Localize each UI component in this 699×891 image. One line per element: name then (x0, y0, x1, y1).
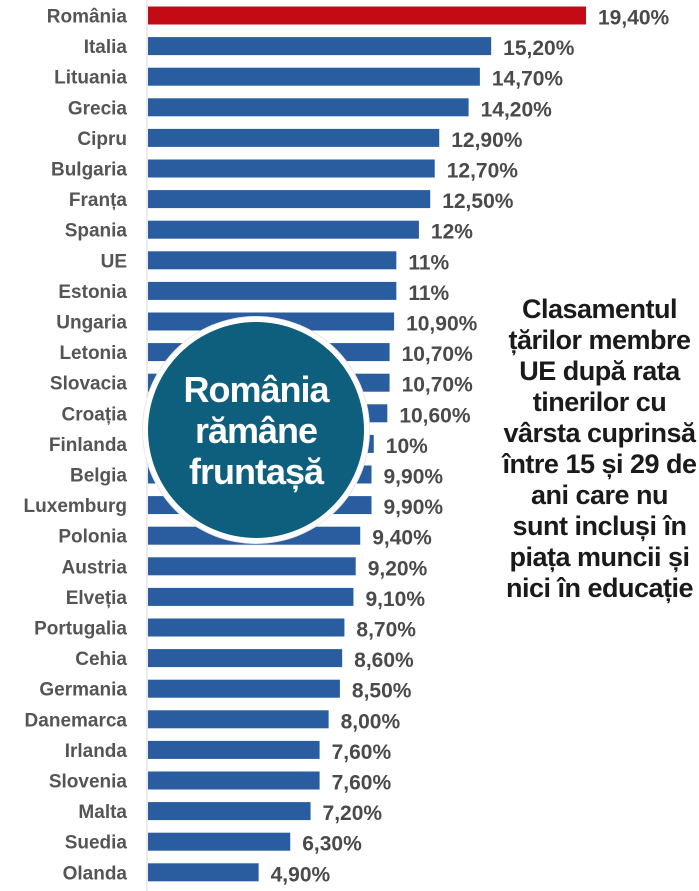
category-label-franta: Franța (68, 190, 127, 212)
value-label-belgia: 9,90% (383, 465, 444, 489)
value-label-danemarca: 8,00% (340, 710, 401, 734)
category-label-ungaria: Ungaria (56, 312, 127, 334)
value-label-cipru: 12,90% (451, 128, 523, 152)
value-label-finlanda: 10% (385, 434, 428, 458)
bar-slovenia (148, 772, 320, 790)
category-label-portugalia: Portugalia (34, 618, 127, 640)
bar-malta (148, 802, 311, 820)
category-label-grecia: Grecia (67, 98, 127, 120)
value-label-italia: 15,20% (503, 37, 575, 61)
value-label-ungaria: 10,90% (406, 312, 478, 336)
bar-austria (148, 557, 356, 575)
category-label-cipru: Cipru (77, 128, 127, 150)
bar-irlanda (148, 741, 320, 759)
value-label-irlanda: 7,60% (331, 740, 392, 764)
category-label-estonia: Estonia (58, 281, 127, 303)
value-label-polonia: 9,40% (372, 526, 432, 550)
value-label-estonia: 11% (408, 281, 450, 305)
category-label-elvetia: Elveția (65, 587, 127, 609)
category-label-cehia: Cehia (75, 649, 127, 671)
category-label-irlanda: Irlanda (64, 740, 127, 762)
category-label-letonia: Letonia (59, 343, 127, 365)
category-label-romania: România (46, 6, 127, 28)
bar-elvetia (148, 588, 353, 606)
bar-franta (148, 190, 430, 208)
bar-spania (148, 221, 419, 239)
bar-olanda (148, 863, 259, 881)
category-label-bulgaria: Bulgaria (50, 159, 127, 181)
chart-caption: Clasamentul țărilor membre UE după rata tinerilor cu vârsta cuprinsă între 15 și 29 de ani care nu sunt incluși în piața muncii și nici în educație (502, 294, 697, 603)
value-label-slovenia: 7,60% (331, 771, 392, 795)
value-label-slovacia: 10,70% (401, 373, 473, 397)
value-label-letonia: 10,70% (401, 343, 473, 367)
category-label-croatia: Croația (61, 404, 127, 426)
category-label-slovacia: Slovacia (49, 373, 127, 395)
bar-germania (148, 680, 340, 698)
category-label-spania: Spania (64, 220, 127, 242)
value-label-ue: 11% (408, 251, 450, 275)
category-label-italia: Italia (83, 37, 127, 59)
category-label-suedia: Suedia (64, 832, 127, 854)
category-label-lituania: Lituania (54, 67, 127, 89)
category-label-ue: UE (100, 251, 127, 273)
value-label-germania: 8,50% (351, 679, 412, 703)
bar-lituania (148, 68, 480, 86)
value-label-grecia: 14,20% (480, 98, 552, 122)
value-label-cehia: 8,60% (354, 649, 414, 673)
bar-suedia (148, 833, 290, 851)
value-label-austria: 9,20% (367, 557, 428, 581)
bar-danemarca (148, 710, 329, 728)
category-label-austria: Austria (61, 557, 127, 579)
bar-bulgaria (148, 160, 435, 178)
category-label-polonia: Polonia (58, 526, 127, 548)
value-label-malta: 7,20% (322, 802, 383, 826)
category-label-finlanda: Finlanda (48, 434, 127, 456)
bar-cehia (148, 649, 342, 667)
bar-grecia (148, 98, 469, 116)
category-label-luxemburg: Luxemburg (23, 496, 127, 518)
category-label-slovenia: Slovenia (48, 771, 127, 793)
category-label-malta: Malta (78, 802, 127, 824)
value-label-spania: 12% (430, 220, 473, 244)
headline-badge (143, 317, 369, 543)
value-label-suedia: 6,30% (302, 832, 362, 856)
category-label-germania: Germania (39, 679, 127, 701)
bar-estonia (148, 282, 396, 300)
bar-ue (148, 251, 396, 269)
value-label-portugalia: 8,70% (356, 618, 416, 642)
category-label-danemarca: Danemarca (24, 710, 127, 732)
value-label-franta: 12,50% (442, 190, 514, 214)
bar-cipru (148, 129, 439, 147)
value-label-luxemburg: 9,90% (383, 496, 444, 520)
value-label-romania: 19,40% (598, 6, 670, 30)
value-label-lituania: 14,70% (491, 67, 564, 91)
bar-italia (148, 37, 491, 55)
bar-romania (148, 7, 586, 25)
category-label-olanda: Olanda (62, 863, 127, 885)
category-label-belgia: Belgia (69, 465, 127, 487)
value-label-croatia: 10,60% (399, 404, 471, 428)
value-label-bulgaria: 12,70% (446, 159, 518, 183)
value-label-olanda: 4,90% (270, 863, 331, 887)
headline-badge-text: România rămâne fruntașă (183, 368, 329, 492)
value-label-elvetia: 9,10% (365, 587, 426, 611)
bar-portugalia (148, 619, 344, 637)
